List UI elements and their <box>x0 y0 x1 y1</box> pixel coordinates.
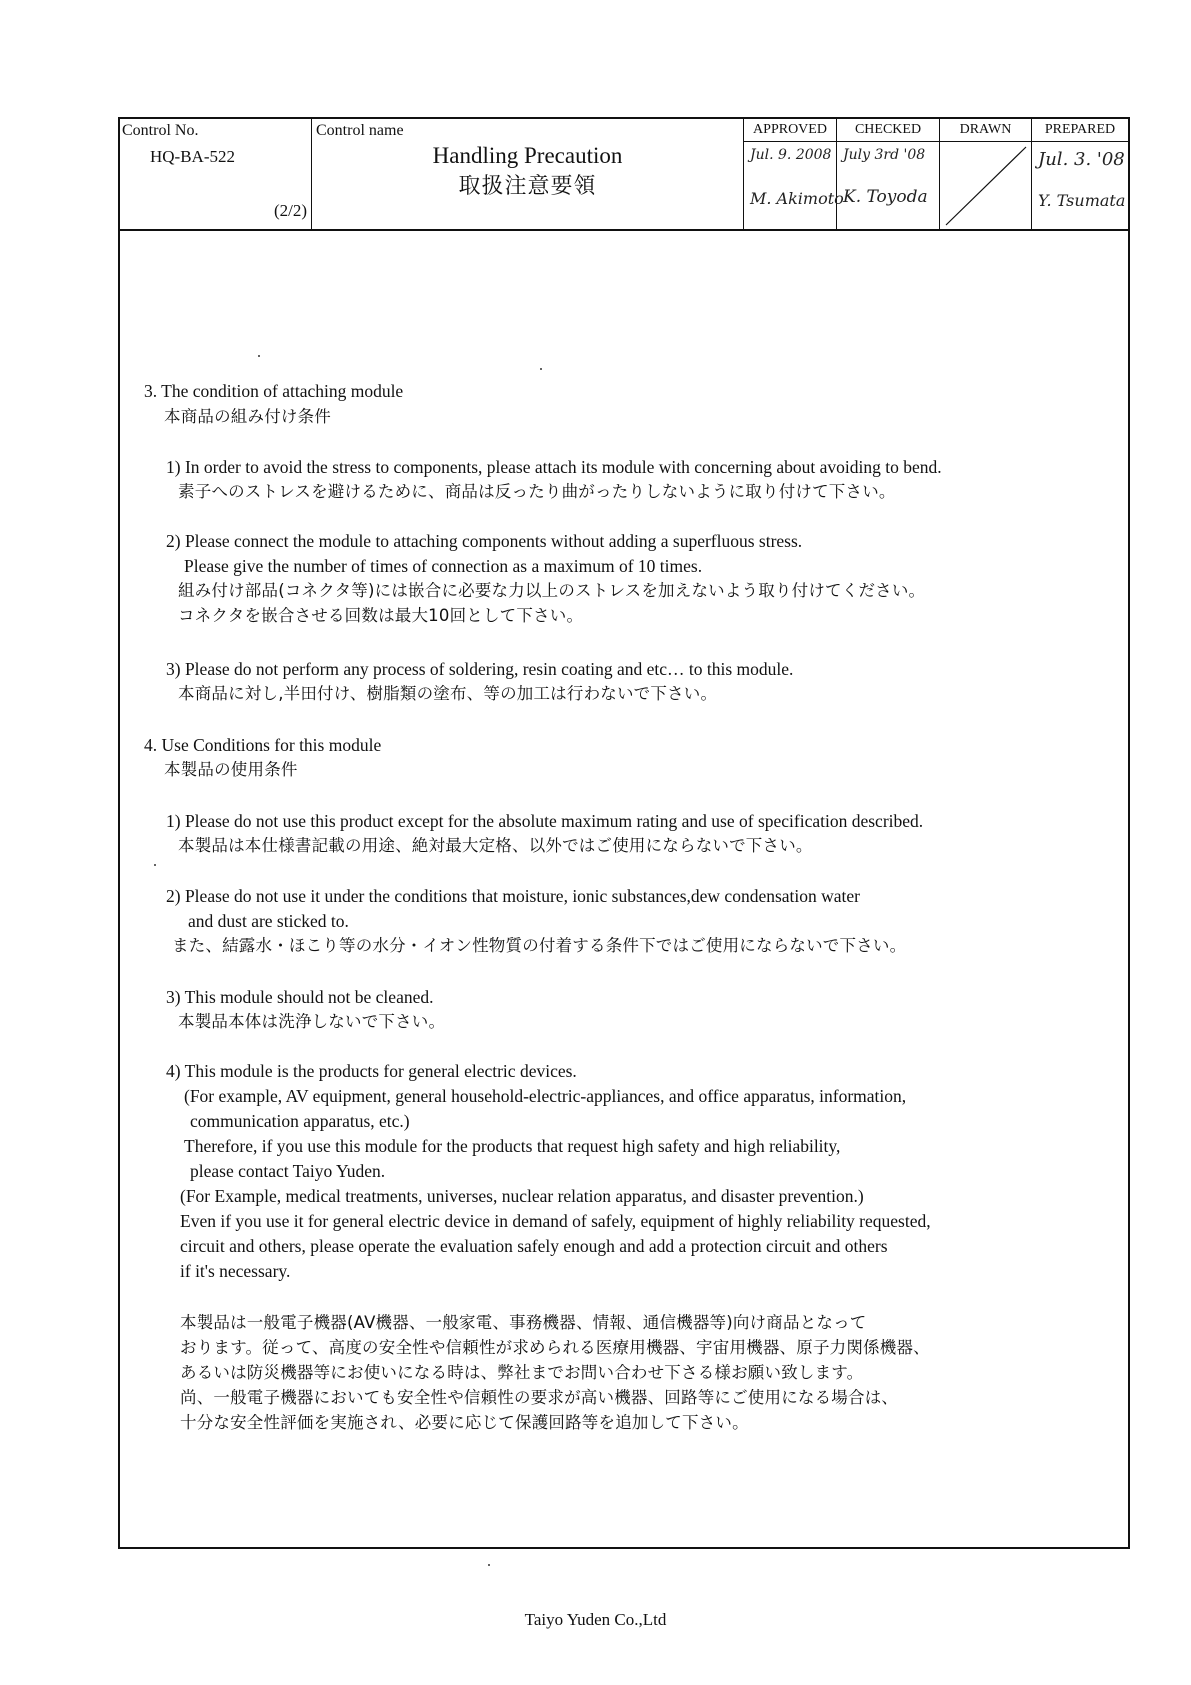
control-no: HQ-BA-522 <box>150 147 235 166</box>
prepared-date: Jul. 3. '08 <box>1038 149 1125 170</box>
section-3-item-2-ja: 組み付け部品(コネクタ等)には嵌合に必要な力以上のストレスを加えないよう取り付けてください。 <box>178 581 926 600</box>
section-3-item-1: 1) In order to avoid the stress to components, please attach its module with concerning about avoiding to bend. <box>166 457 942 477</box>
approved-date: Jul. 9. 2008 <box>750 147 832 163</box>
section-4-item-1-ja: 本製品は本仕様書記載の用途、絶対最大定格、以外ではご使用にならないで下さい。 <box>178 836 813 855</box>
control-name-label: Control name <box>316 122 404 139</box>
prepared-cell <box>1032 119 1128 229</box>
section-4-item-4-ja-line-1: 本製品は一般電子機器(AV機器、一般家電、事務機器、情報、通信機器等)向け商品となって <box>180 1313 867 1332</box>
section-4-item-4-line-9: if it's necessary. <box>180 1261 291 1281</box>
section-4-item-4-line-2: (For example, AV equipment, general household-electric-appliances, and office apparatus, information, <box>184 1086 907 1106</box>
prepared-signature: Y. Tsumata <box>1038 191 1126 210</box>
approved-cell <box>744 119 844 229</box>
section-4-item-4-line-5: please contact Taiyo Yuden. <box>190 1161 386 1181</box>
section-3-item-2-line-2: Please give the number of times of connection as a maximum of 10 times. <box>184 556 703 576</box>
section-4-item-4: 4) This module is the products for general electric devices. <box>166 1061 577 1081</box>
drawn-label: DRAWN <box>940 119 1031 142</box>
section-3-title-ja: 本商品の組み付け条件 <box>164 407 331 426</box>
section-4-item-3: 3) This module should not be cleaned. <box>166 987 434 1007</box>
section-4-item-4-line-4: Therefore, if you use this module for the products that request high safety and high reliability, <box>184 1136 841 1156</box>
checked-signature: K. Toyoda <box>843 187 928 207</box>
document-title-ja: 取扱注意要領 <box>458 174 597 199</box>
section-4-item-2: 2) Please do not use it under the conditions that moisture, ionic substances,dew condensation water <box>166 886 861 906</box>
checked-date: July 3rd '08 <box>843 147 926 163</box>
section-3-item-1-ja: 素子へのストレスを避けるために、商品は反ったり曲がったりしないように取り付けて下さい。 <box>178 482 896 501</box>
section-3-item-3: 3) Please do not perform any process of soldering, resin coating and etc… to this module. <box>166 659 794 679</box>
section-4-item-4-ja-line-4: 尚、一般電子機器においても安全性や信頼性の要求が高い機器、回路等にご使用になる場合は、 <box>180 1388 899 1407</box>
section-3-title: 3. The condition of attaching module <box>144 381 404 401</box>
section-4-item-4-line-6: (For Example, medical treatments, universes, nuclear relation apparatus, and disaster prevention.) <box>180 1186 864 1206</box>
approved-label: APPROVED <box>744 119 836 142</box>
section-4-item-4-ja-line-2: おります。従って、高度の安全性や信頼性が求められる医療用機器、宇宙用機器、原子力関係機器、 <box>180 1338 930 1357</box>
section-4-item-4-line-7: Even if you use it for general electric device in demand of safely, equipment of highly reliability requested, <box>180 1211 931 1231</box>
drawn-cell <box>940 119 1032 229</box>
company-footer: Taiyo Yuden Co.,Ltd <box>524 1610 667 1629</box>
section-4-item-1: 1) Please do not use this product except for the absolute maximum rating and use of specification described. <box>166 811 924 831</box>
checked-cell <box>837 119 940 229</box>
section-4-item-4-line-3: communication apparatus, etc.) <box>190 1111 410 1131</box>
section-4-item-4-ja-line-5: 十分な安全性評価を実施され、必要に応じて保護回路等を追加して下さい。 <box>180 1413 749 1432</box>
document-title: Handling Precaution <box>432 143 623 168</box>
control-no-label: Control No. <box>122 122 199 139</box>
control-name-cell <box>312 119 744 229</box>
section-4-item-3-ja: 本製品本体は洗浄しないで下さい。 <box>178 1012 446 1031</box>
section-3-item-2: 2) Please connect the module to attaching components without adding a superfluous stress. <box>166 531 803 551</box>
section-4-item-4-ja-line-3: あるいは防災機器等にお使いになる時は、弊社までお問い合わせ下さる様お願い致します。 <box>180 1363 864 1382</box>
drawn-strike-line <box>940 141 1032 229</box>
section-3-item-2-ja-line-2: コネクタを嵌合させる回数は最大10回として下さい。 <box>178 606 584 625</box>
section-4-title-ja: 本製品の使用条件 <box>164 760 298 779</box>
section-4-item-2-line-2: and dust are sticked to. <box>188 911 349 931</box>
approved-signature: M. Akimoto <box>750 189 844 208</box>
page-number: (2/2) <box>273 201 307 220</box>
section-4-item-4-line-8: circuit and others, please operate the evaluation safely enough and add a protection circuit and others <box>180 1236 888 1256</box>
section-3-item-3-ja: 本商品に対し,半田付け、樹脂類の塗布、等の加工は行わないで下さい。 <box>178 684 718 703</box>
prepared-label: PREPARED <box>1032 119 1128 142</box>
document-frame <box>118 117 1130 1549</box>
title-block <box>120 119 1128 231</box>
section-4-title: 4. Use Conditions for this module <box>144 735 382 755</box>
checked-label: CHECKED <box>837 119 939 142</box>
control-no-cell <box>120 119 312 229</box>
section-4-item-2-ja: また、結露水・ほこり等の水分・イオン性物質の付着する条件下ではご使用にならないで下さい。 <box>172 936 907 955</box>
